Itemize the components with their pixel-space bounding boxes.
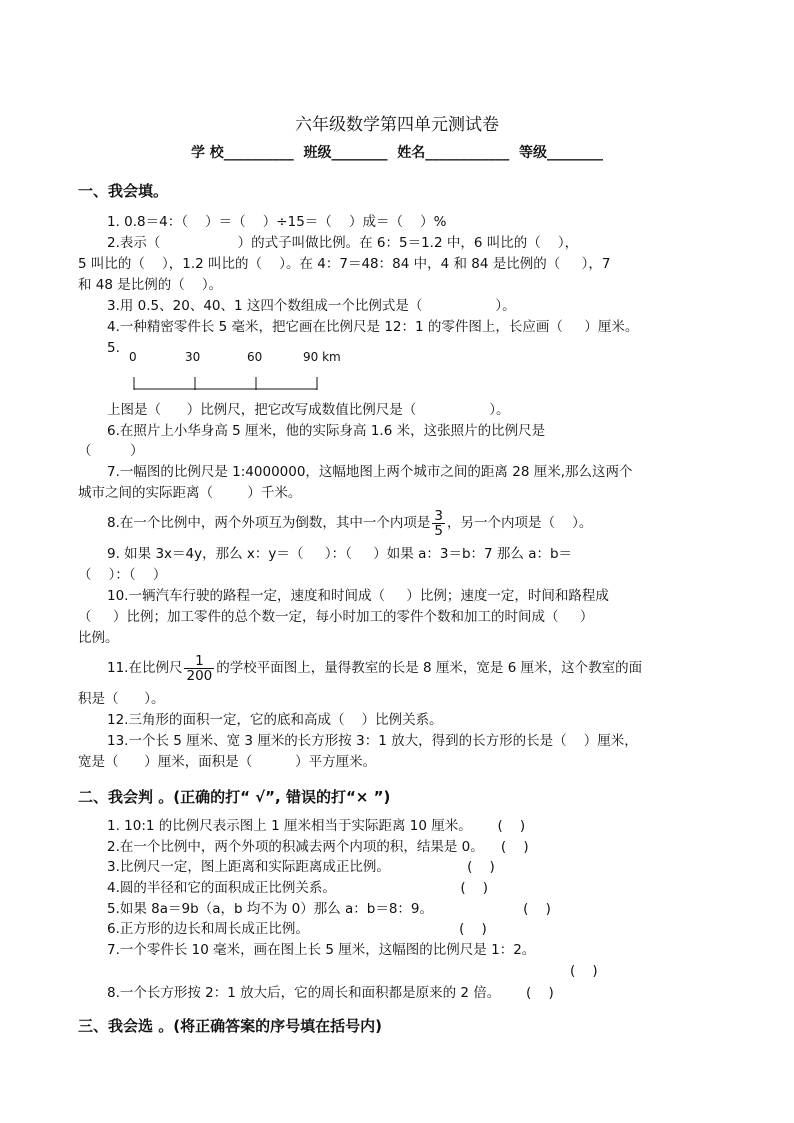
section-2-heading: 二、我会判 。(正确的打“ √”, 错误的打“× ”) [78, 788, 391, 806]
judge-3: 3.比例尺一定，图上距离和实际距离成正比例。 ( ) [107, 859, 495, 875]
question-6-line-1: 6.在照片上小华身高 5 厘米，他的实际身高 1.6 米，这张照片的比例尺是 [107, 423, 546, 439]
question-2-line-1: 2.表示（ ）的式子叫做比例。在 6：5＝1.2 中，6 叫比的（ ）， [107, 235, 579, 251]
judge-8: 8.一个长方形按 2：1 放大后，它的周长和面积都是原来的 2 倍。 ( ) [107, 985, 554, 1001]
question-10-line-2: （ ）比例；加工零件的总个数一定，每小时加工的零件个数和加工的时间成（ ） [78, 609, 594, 625]
scale-label-90km: 90 km [303, 350, 341, 364]
fraction-denominator: 200 [186, 667, 213, 684]
judge-7-bracket: ( ) [570, 963, 598, 979]
judge-4: 4.圆的半径和它的面积成正比例关系。 ( ) [107, 880, 489, 896]
question-11-text-a: 11.在比例尺 [107, 660, 183, 676]
judge-7: 7.一个零件长 10 毫米，画在图上长 5 厘米，这幅图的比例尺是 1：2。 [107, 942, 536, 958]
fraction-numerator: 1 [184, 654, 214, 669]
fraction-one-two-hundredth [184, 654, 214, 683]
question-5-label: 5. [107, 340, 120, 356]
question-2-line-2: 5 叫比的（ ），1.2 叫比的（ ）。在 4：7＝48：84 中，4 和 84 是比例的（ ），7 [78, 256, 611, 272]
fraction-denominator: 5 [434, 522, 443, 539]
question-2-line-3: 和 48 是比例的（ ）。 [78, 277, 223, 293]
question-11-line-1 [107, 650, 642, 686]
question-13-line-1: 13.一个长 5 厘米、宽 3 厘米的长方形按 3：1 放大，得到的长方形的长是（ ）厘米， [107, 733, 638, 749]
judge-5: 5.如果 8a＝9b（a，b 均不为 0）那么 a：b＝8：9。 ( ) [107, 901, 551, 917]
judge-1: 1. 10:1 的比例尺表示图上 1 厘米相当于实际距离 10 厘米。 ( ) [107, 818, 526, 834]
question-6-line-2: （ ） [78, 443, 144, 459]
student-info-line: 学 校__________ 班级________ 姓名____________ 等级________ [190, 145, 604, 161]
scale-label-0: 0 [129, 350, 137, 364]
question-4: 4.一种精密零件长 5 毫米，把它画在比例尺是 12：1 的零件图上，长应画（ ）厘米。 [107, 319, 639, 335]
judge-6: 6.正方形的边长和周长成正比例。 ( ) [107, 921, 487, 937]
question-10-line-1: 10.一辆汽车行驶的路程一定，速度和时间成（ ）比例；速度一定，时间和路程成 [107, 588, 609, 604]
question-11-text-b: 的学校平面图上，量得教室的长是 8 厘米，宽是 6 厘米，这个教室的面 [216, 660, 643, 676]
question-5-text: 上图是（ ）比例尺，把它改写成数值比例尺是（ ）。 [107, 402, 510, 418]
question-9-line-1: 9. 如果 3x＝4y，那么 x：y＝（ ）：（ ）如果 a：3＝b：7 那么 a：b＝ [107, 546, 573, 562]
question-8-text-b: ，另一个内项是（ ）。 [446, 515, 593, 531]
question-8 [107, 506, 592, 540]
judge-2: 2.在一个比例中，两个外项的积减去两个内项的积，结果是 0。 ( ) [107, 839, 529, 855]
section-3-heading: 三、我会选 。(将正确答案的序号填在括号内) [78, 1017, 382, 1035]
fraction-three-fifths [432, 509, 445, 538]
question-10-line-3: 比例。 [78, 630, 119, 646]
question-11-line-2: 积是（ ）。 [78, 691, 165, 707]
scale-label-60: 60 [247, 350, 263, 364]
fraction-numerator: 3 [434, 507, 443, 524]
question-1: 1. 0.8＝4：（ ）＝（ ）÷15＝（ ）成＝（ ）% [107, 214, 447, 230]
question-9-line-2: （ ）：（ ） [78, 567, 167, 583]
question-7-line-1: 7.一幅图的比例尺是 1:4000000，这幅地图上两个城市之间的距离 28 厘米,那么这两个 [107, 464, 633, 480]
question-12: 12.三角形的面积一定，它的底和高成（ ）比例关系。 [107, 712, 443, 728]
question-8-text-a: 8.在一个比例中，两个外项互为倒数，其中一个内项是 [107, 515, 431, 531]
section-1-heading: 一、我会填。 [78, 182, 169, 200]
question-7-line-2: 城市之间的实际距离（ ）千米。 [78, 485, 302, 501]
question-13-line-2: 宽是（ ）厘米，面积是（ ）平方厘米。 [78, 754, 377, 770]
scale-label-30: 30 [185, 350, 201, 364]
page-title: 六年级数学第四单元测试卷 [295, 115, 499, 135]
question-3: 3.用 0.5、20、40、1 这四个数组成一个比例式是（ ）。 [107, 298, 516, 314]
